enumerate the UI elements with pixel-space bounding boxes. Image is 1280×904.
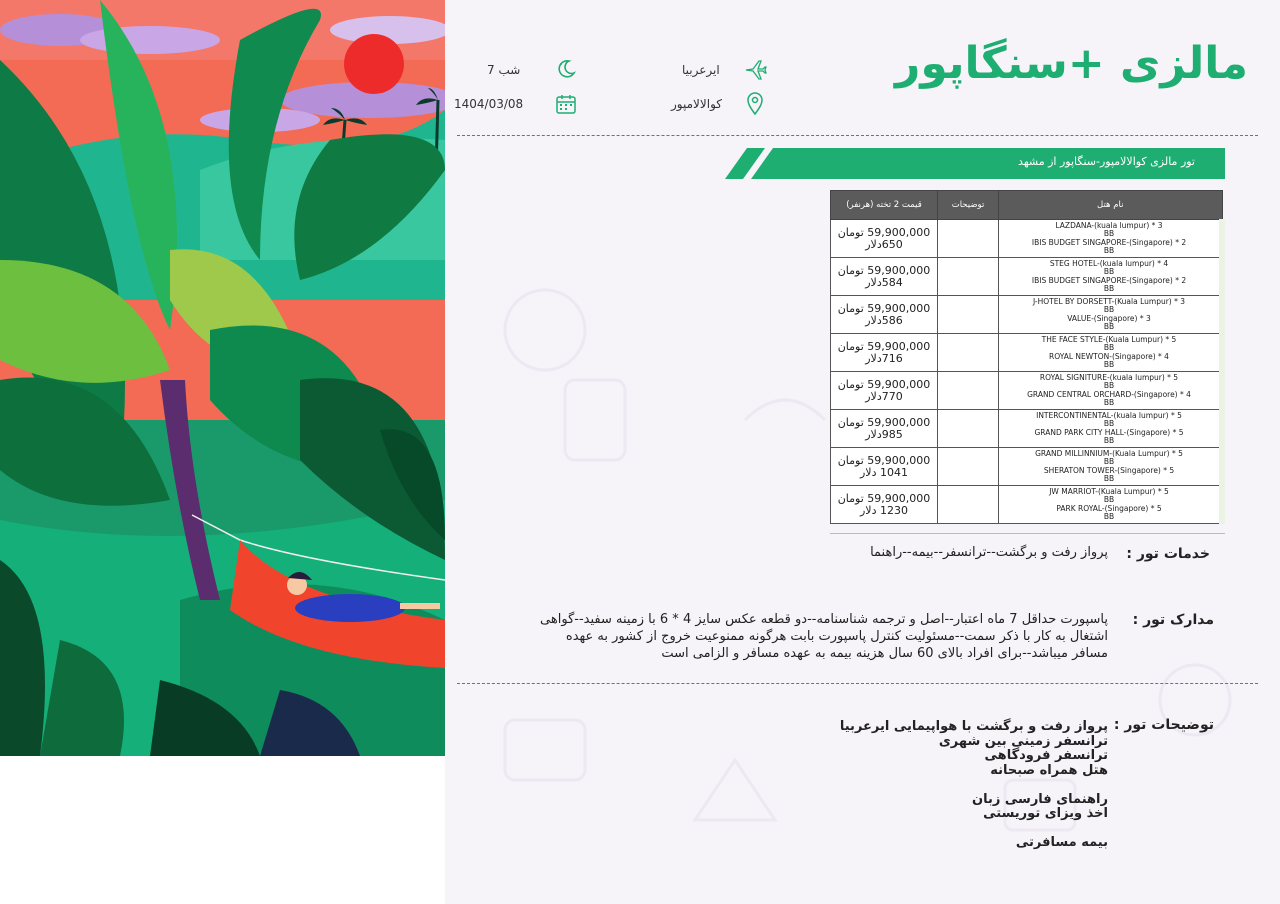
- board-2: BB: [1103, 398, 1115, 407]
- hotel-2: PARK ROYAL-(Singapore) * 5: [1056, 503, 1162, 513]
- board-2: BB: [1103, 284, 1115, 293]
- price-dollar: 1230 دلار: [860, 503, 908, 517]
- description-line: ترانسفر فرودگاهی: [984, 748, 1108, 763]
- dashed-divider: [457, 683, 1258, 684]
- price-cell: [831, 410, 938, 448]
- hotel-1: STEG HOTEL-(kuala lumpur) * 4: [1049, 258, 1169, 268]
- price-dollar: 770دلار: [865, 389, 903, 403]
- hotel-2: GRAND CENTRAL ORCHARD-(Singapore) * 4: [1027, 389, 1191, 399]
- desc-cell: [938, 296, 999, 334]
- description-line: [748, 778, 1108, 793]
- header-desc: توضیحات: [938, 191, 999, 220]
- board-1: BB: [1103, 229, 1115, 238]
- hotel-1: INTERCONTINENTAL-(kuala lumpur) * 5: [1036, 410, 1182, 420]
- location-pin-icon: [745, 92, 767, 114]
- desc-cell: [938, 448, 999, 486]
- documents-text: پاسپورت حداقل 7 ماه اعتبار--اصل و ترجمه شناسنامه--دو قطعه عکس سایز 4 * 6 با زمینه سفید--گواهی اشتغال به کار با ذکر سمت--مسئولیت کنترل پاسپورت بابت هرگونه ممنوعیت خروج از کشور به عهده مسافر میباشد--برای افراد بالای 60 سال هزینه بیمه به عهده مسافر و الزامی است: [540, 612, 1108, 661]
- dashed-divider: [457, 135, 1258, 136]
- table-row: [831, 220, 1223, 258]
- price-toman: 59,900,000 تومان: [837, 453, 931, 467]
- hotel-2: GRAND PARK CITY HALL-(Singapore) * 5: [1034, 427, 1184, 437]
- price-cell: [831, 296, 938, 334]
- price-dollar: 1041 دلار: [860, 465, 908, 479]
- board-1: BB: [1103, 381, 1115, 390]
- moon-icon: [555, 58, 577, 80]
- table-row: [831, 296, 1223, 334]
- hotel-cell: [999, 448, 1223, 486]
- price-toman: 59,900,000 تومان: [837, 301, 931, 315]
- hotel-cell: [999, 296, 1223, 334]
- table-row: [831, 486, 1223, 524]
- price-cell: [831, 486, 938, 524]
- board-1: BB: [1103, 343, 1115, 352]
- desc-cell: [938, 486, 999, 524]
- nights-text: 7 شب: [487, 63, 521, 77]
- date-text: 1404/03/08: [454, 97, 524, 111]
- price-cell: [831, 334, 938, 372]
- price-dollar: 650دلار: [865, 237, 903, 251]
- board-2: BB: [1103, 512, 1115, 521]
- price-toman: 59,900,000 تومان: [837, 263, 931, 277]
- table-row: [831, 334, 1223, 372]
- banner-text: تور مالزی کوالالامپور-سنگاپور از مشهد: [1018, 155, 1195, 168]
- hotel-1: LAZDANA-(kuala lumpur) * 3: [1055, 220, 1163, 230]
- hotel-2: ROYAL NEWTON-(Singapore) * 4: [1049, 351, 1169, 361]
- hotel-2: VALUE-(Singapore) * 3: [1067, 313, 1151, 323]
- price-toman: 59,900,000 تومان: [837, 377, 931, 391]
- table-row: [831, 258, 1223, 296]
- desc-cell: [938, 258, 999, 296]
- price-toman: 59,900,000 تومان: [837, 491, 931, 505]
- desc-cell: [938, 410, 999, 448]
- description-line: بیمه مسافرتی: [1015, 835, 1108, 850]
- price-dollar: 584دلار: [865, 275, 903, 289]
- board-1: BB: [1103, 419, 1115, 428]
- table-header-row: [831, 191, 1223, 220]
- price-toman: 59,900,000 تومان: [837, 225, 931, 239]
- price-toman: 59,900,000 تومان: [837, 415, 931, 429]
- description-line: راهنمای فارسی زبان: [972, 791, 1108, 807]
- board-2: BB: [1103, 360, 1115, 369]
- tour-banner: [725, 148, 1225, 179]
- description-line: اخذ ویزای توریستی: [983, 806, 1108, 821]
- airline-text: ایرعربیا: [682, 63, 720, 77]
- hotel-cell: [999, 220, 1223, 258]
- calendar-icon: [555, 93, 577, 115]
- hotel-cell: [999, 258, 1223, 296]
- price-cell: [831, 258, 938, 296]
- hotel-1: THE FACE STYLE-(Kuala Lumpur) * 5: [1041, 334, 1177, 344]
- hotel-1: ROYAL SIGNITURE-(kuala lumpur) * 5: [1039, 372, 1179, 382]
- table-row: [831, 410, 1223, 448]
- tropical-illustration: [0, 0, 445, 756]
- table-bottom-line: [830, 533, 1225, 534]
- hotel-cell: [999, 486, 1223, 524]
- board-1: BB: [1103, 267, 1115, 276]
- tour-title: مالزی +سنگاپور: [895, 38, 1248, 89]
- description-line: ترانسفر زمینی بین شهری: [938, 733, 1108, 749]
- hotel-1: JW MARRIOT-(Kuala Lumpur) * 5: [1049, 486, 1169, 496]
- price-cell: [831, 372, 938, 410]
- table-row: [831, 372, 1223, 410]
- hotel-1: GRAND MILLINNIUM-(Kuala Lumpur) * 5: [1035, 448, 1183, 458]
- desc-cell: [938, 334, 999, 372]
- price-dollar: 985دلار: [865, 427, 903, 441]
- desc-cell: [938, 372, 999, 410]
- hotel-1: J-HOTEL BY DORSETT-(Kuala Lumpur) * 3: [1032, 296, 1186, 306]
- description-label: توضیحات تور :: [1113, 717, 1214, 733]
- hotel-2: SHERATON TOWER-(Singapore) * 5: [1043, 465, 1175, 475]
- desc-cell: [938, 220, 999, 258]
- description-line: هتل همراه صبحانه: [990, 762, 1108, 778]
- documents-label: مدارک تور :: [1132, 612, 1214, 628]
- description-line: پرواز رفت و برگشت با هواپیمایی ایرعربیا: [839, 719, 1108, 734]
- price-cell: [831, 448, 938, 486]
- tour-content: [445, 0, 1280, 904]
- header-hotel: نام هتل: [999, 191, 1223, 220]
- services-text: پرواز رفت و برگشت--ترانسفر--بیمه--راهنما: [870, 545, 1108, 560]
- price-table: [830, 190, 1225, 524]
- hotel-2: IBIS BUDGET SINGAPORE-(Singapore) * 2: [1031, 237, 1187, 247]
- board-1: BB: [1103, 495, 1115, 504]
- board-2: BB: [1103, 246, 1115, 255]
- board-2: BB: [1103, 474, 1115, 483]
- description-line: [748, 822, 1108, 837]
- price-dollar: 586دلار: [865, 313, 903, 327]
- board-2: BB: [1103, 436, 1115, 445]
- board-2: BB: [1103, 322, 1115, 331]
- board-1: BB: [1103, 457, 1115, 466]
- hotel-cell: [999, 410, 1223, 448]
- hotel-cell: [999, 372, 1223, 410]
- blank-area: [0, 756, 445, 904]
- hotel-cell: [999, 334, 1223, 372]
- plane-icon: [743, 57, 765, 79]
- header-price: قیمت 2 تخته (هرنفر): [831, 191, 938, 220]
- price-toman: 59,900,000 تومان: [837, 339, 931, 353]
- description-list: [748, 720, 1108, 851]
- table-row: [831, 448, 1223, 486]
- services-label: خدمات تور :: [1126, 546, 1210, 562]
- price-dollar: 716دلار: [865, 351, 903, 365]
- city-text: کوالالامپور: [671, 97, 722, 111]
- board-1: BB: [1103, 305, 1115, 314]
- price-cell: [831, 220, 938, 258]
- hotel-2: IBIS BUDGET SINGAPORE-(Singapore) * 2: [1031, 275, 1187, 285]
